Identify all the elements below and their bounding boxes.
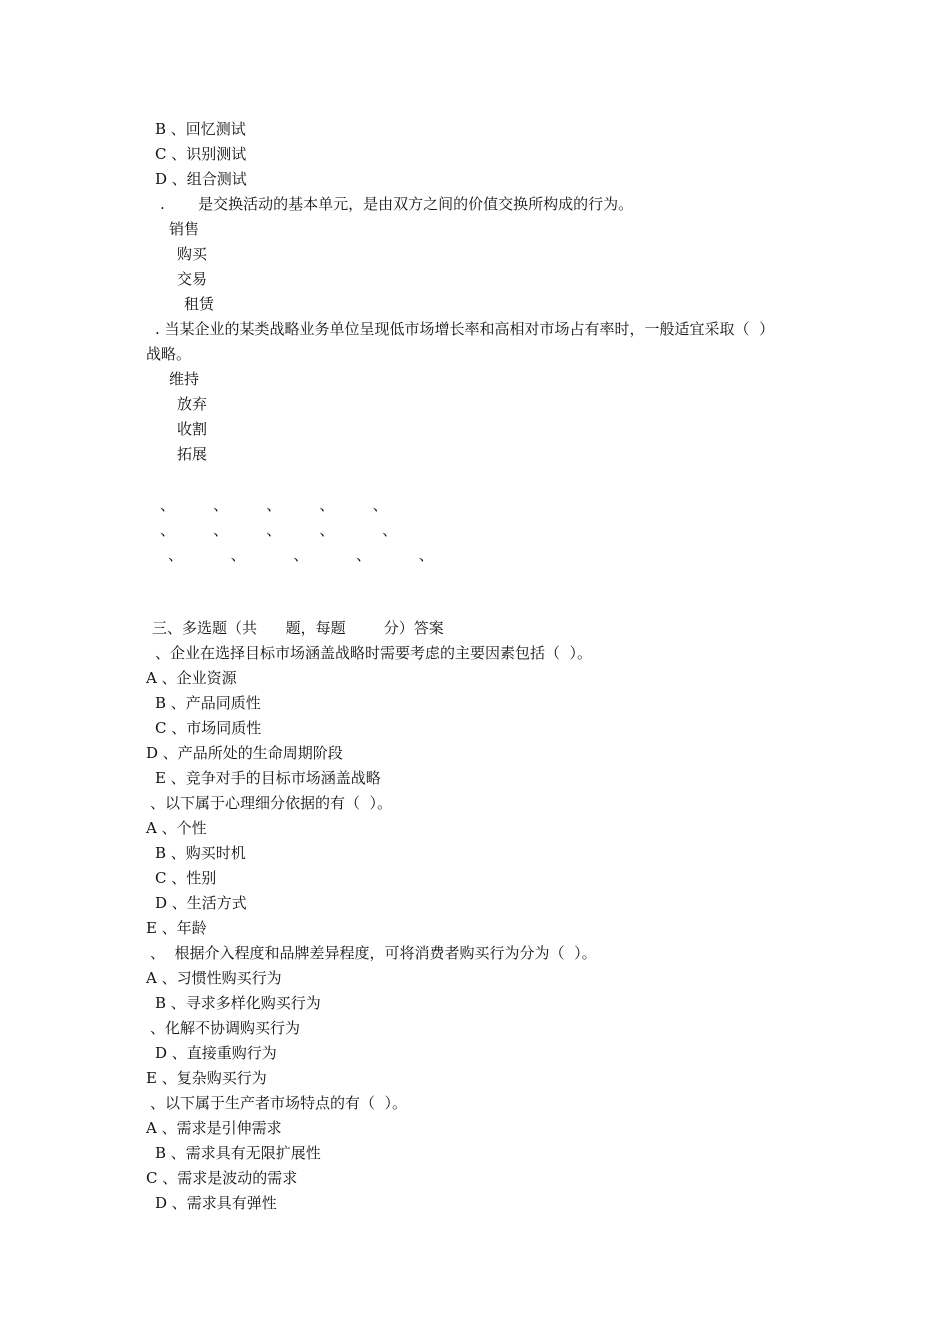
question-producer-market: 、以下属于生产者市场特点的有（ ）。 <box>150 1094 408 1112</box>
answer-marks-row-3: 、 、 、 、 、 <box>168 546 434 564</box>
option-d-life-cycle-stage: D 、产品所处的生命周期阶段 <box>146 744 343 762</box>
option-purchase: 购买 <box>177 245 208 263</box>
question-target-market-factors: 、企业在选择目标市场涵盖战略时需要考虑的主要因素包括（ ）。 <box>155 644 593 662</box>
option-abandon: 放弃 <box>177 395 208 413</box>
option-b-purchase-occasion: B 、购买时机 <box>155 844 246 862</box>
option-e-competitor-strategy: E 、竞争对手的目标市场涵盖战略 <box>155 769 381 787</box>
option-d-straight-rebuy: D 、直接重购行为 <box>155 1044 277 1062</box>
option-b-product-homogeneity: B 、产品同质性 <box>155 694 261 712</box>
option-b-unlimited-expansion: B 、需求具有无限扩展性 <box>155 1144 321 1162</box>
option-expand: 拓展 <box>177 445 208 463</box>
option-a-personality: A 、个性 <box>146 819 207 837</box>
option-c-market-homogeneity: C 、市场同质性 <box>155 719 262 737</box>
option-a-habitual-buying: A 、习惯性购买行为 <box>146 969 282 987</box>
option-d-elastic-demand: D 、需求具有弹性 <box>155 1194 277 1212</box>
option-harvest: 收割 <box>177 420 208 438</box>
answer-marks-row-2: 、 、 、 、 、 <box>160 521 398 539</box>
option-dissonance-reducing: 、化解不协调购买行为 <box>150 1019 301 1037</box>
section-title-multiple-choice: 三、多选题（共 题，每题 分）答案 <box>152 619 444 637</box>
option-e-age: E 、年龄 <box>146 919 207 937</box>
option-e-complex-buying: E 、复杂购买行为 <box>146 1069 267 1087</box>
option-lease: 租赁 <box>184 295 215 313</box>
question-consumer-buying-behavior: 、 根据介入程度和品牌差异程度，可将消费者购买行为分为（ ）。 <box>150 944 597 962</box>
option-transaction: 交易 <box>177 270 208 288</box>
option-c-fluctuating-demand: C 、需求是波动的需求 <box>146 1169 298 1187</box>
option-b-recall-test: B 、回忆测试 <box>155 120 246 138</box>
question-psychographic-segmentation: 、以下属于心理细分依据的有（ ）。 <box>150 794 393 812</box>
option-sales: 销售 <box>169 220 200 238</box>
option-a-derived-demand: A 、需求是引伸需求 <box>146 1119 282 1137</box>
option-a-enterprise-resources: A 、企业资源 <box>146 669 237 687</box>
question-strategy-continued: 战略。 <box>146 345 192 363</box>
option-c-recognition-test: C 、识别测试 <box>155 145 247 163</box>
question-exchange-unit: . 是交换活动的基本单元，是由双方之间的价值交换所构成的行为。 <box>160 195 634 213</box>
answer-marks-row-1: 、 、 、 、 、 <box>160 496 388 514</box>
question-strategy: . 当某企业的某类战略业务单位呈现低市场增长率和高相对市场占有率时，一般适宜采取（ ） <box>155 320 775 338</box>
option-d-lifestyle: D 、生活方式 <box>155 894 247 912</box>
option-c-gender: C 、性别 <box>155 869 217 887</box>
option-d-combination-test: D 、组合测试 <box>155 170 247 188</box>
option-b-variety-seeking: B 、寻求多样化购买行为 <box>155 994 321 1012</box>
option-maintain: 维持 <box>169 370 200 388</box>
